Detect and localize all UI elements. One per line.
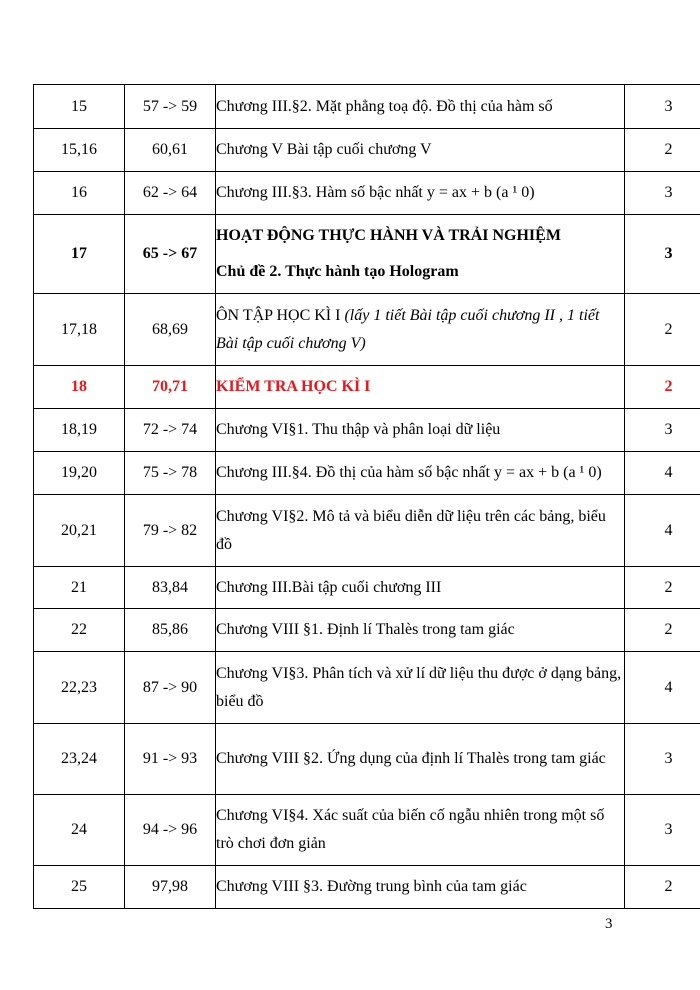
table-row [34,652,700,724]
table-row [34,129,700,172]
table-row [34,866,700,909]
period-cell: 97,98 [125,866,216,909]
hours-cell: 3 [625,409,700,452]
hours-cell: 2 [625,366,700,409]
period-cell: 87 -> 90 [125,652,216,724]
period-cell: 79 -> 82 [125,495,216,567]
hours-cell: 3 [625,724,700,795]
content-cell [216,294,625,366]
content-cell: Chương III.§3. Hàm số bậc nhất y = ax + b (a ¹ 0) [216,172,625,215]
period-cell: 91 -> 93 [125,724,216,795]
hours-cell: 2 [625,294,700,366]
table-row [34,294,700,366]
week-cell: 22,23 [34,652,125,724]
table-row [34,409,700,452]
activity-topic: Chủ đề 2. Thực hành tạo Hologram [216,263,459,280]
week-cell: 17,18 [34,294,125,366]
week-cell: 19,20 [34,452,125,495]
content-cell: Chương VIII §2. Ứng dụng của định lí Thalès trong tam giác [216,724,625,795]
hours-cell: 3 [625,172,700,215]
content-cell: Chương III.§4. Đồ thị của hàm số bậc nhất y = ax + b (a ¹ 0) [216,452,625,495]
period-cell: 62 -> 64 [125,172,216,215]
period-cell: 57 -> 59 [125,85,216,129]
review-title: ÔN TẬP HỌC KÌ I [216,306,341,324]
content-cell: KIỂM TRA HỌC KÌ I [216,366,625,409]
period-cell: 68,69 [125,294,216,366]
hours-cell: 4 [625,652,700,724]
week-cell: 25 [34,866,125,909]
hours-cell: 2 [625,866,700,909]
content-cell: Chương VI§3. Phân tích và xử lí dữ liệu thu được ở dạng bảng, biểu đồ [216,652,625,724]
period-cell: 75 -> 78 [125,452,216,495]
content-cell: Chương VIII §3. Đường trung bình của tam giác [216,866,625,909]
table-row [34,567,700,609]
table-row [34,495,700,567]
period-cell: 60,61 [125,129,216,172]
table-row [34,172,700,215]
week-cell: 18,19 [34,409,125,452]
week-cell: 21 [34,567,125,609]
hours-cell: 4 [625,452,700,495]
content-cell: Chương VI§4. Xác suất của biến cố ngẫu nhiên trong một số trò chơi đơn giản [216,795,625,866]
content-cell: Chương VIII §1. Định lí Thalès trong tam giác [216,609,625,652]
lesson-plan-table [33,84,700,909]
hours-cell: 3 [625,215,700,294]
content-cell: Chương V Bài tập cuối chương V [216,129,625,172]
hours-cell: 2 [625,609,700,652]
content-cell: Chương III.§2. Mặt phẳng toạ độ. Đồ thị của hàm số [216,85,625,129]
activity-title: HOẠT ĐỘNG THỰC HÀNH VÀ TRẢI NGHIỆM [216,227,561,244]
table-row [34,609,700,652]
period-cell: 83,84 [125,567,216,609]
table-row [34,724,700,795]
period-cell: 72 -> 74 [125,409,216,452]
review-note: (lấy 1 tiết Bài tập cuối chương II , 1 tiết Bài tập cuối chương V) [216,306,600,352]
hours-cell: 3 [625,85,700,129]
hours-cell: 4 [625,495,700,567]
table-row [34,795,700,866]
week-cell: 23,24 [34,724,125,795]
week-cell: 18 [34,366,125,409]
hours-cell: 2 [625,567,700,609]
content-cell [216,215,625,294]
content-cell: Chương VI§1. Thu thập và phân loại dữ liệu [216,409,625,452]
content-cell: Chương III.Bài tập cuối chương III [216,567,625,609]
table-row [34,452,700,495]
week-cell: 16 [34,172,125,215]
table-row [34,215,700,294]
content-cell: Chương VI§2. Mô tả và biểu diễn dữ liệu trên các bảng, biểu đồ [216,495,625,567]
hours-cell: 2 [625,129,700,172]
week-cell: 20,21 [34,495,125,567]
table-row [34,366,700,409]
period-cell: 94 -> 96 [125,795,216,866]
period-cell: 70,71 [125,366,216,409]
week-cell: 17 [34,215,125,294]
week-cell: 22 [34,609,125,652]
week-cell: 15 [34,85,125,129]
week-cell: 24 [34,795,125,866]
period-cell: 85,86 [125,609,216,652]
hours-cell: 3 [625,795,700,866]
period-cell: 65 -> 67 [125,215,216,294]
page-number: 3 [605,916,613,932]
week-cell: 15,16 [34,129,125,172]
table-row [34,85,700,129]
